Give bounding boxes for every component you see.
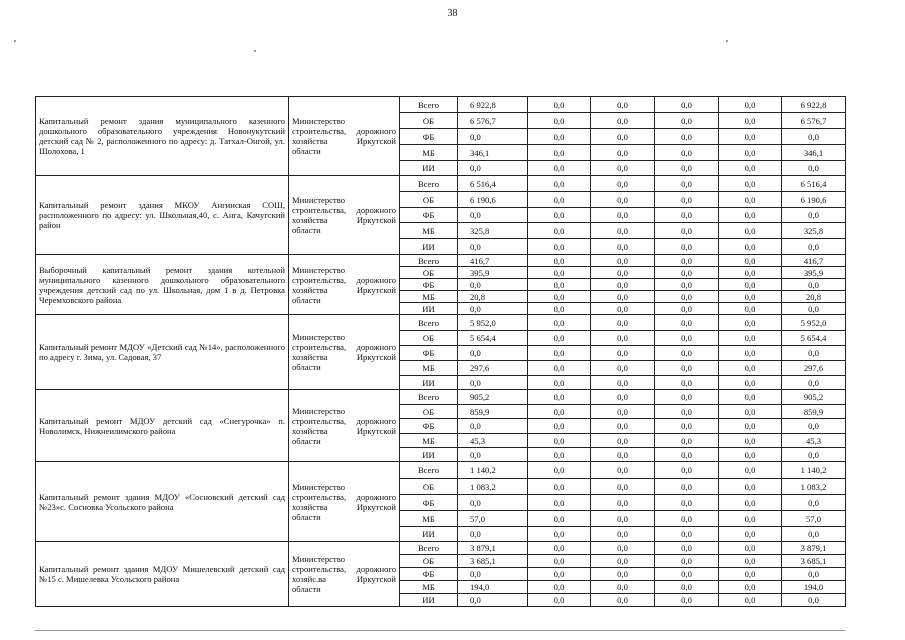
total-amount-cell: 6 922,8 xyxy=(458,97,528,113)
total-amount-cell: 0,0 xyxy=(458,527,528,542)
amount-cell: 0,0 xyxy=(528,303,591,315)
amount-cell: 0,0 xyxy=(655,361,719,376)
amount-cell: 0,0 xyxy=(591,434,655,448)
amount-cell: 0,0 xyxy=(528,192,591,208)
scan-speck xyxy=(726,40,728,42)
amount-cell: 0,0 xyxy=(528,113,591,129)
amount-cell: 0,0 xyxy=(591,97,655,113)
funding-source-cell: ОБ xyxy=(400,405,458,419)
funding-source-cell: Всего xyxy=(400,97,458,113)
amount-cell: 0,0 xyxy=(719,239,782,255)
total-amount-cell: 0,0 xyxy=(458,376,528,390)
amount-cell: 0,0 xyxy=(591,581,655,594)
amount-cell: 0,0 xyxy=(655,542,719,555)
funding-source-cell: Всего xyxy=(400,390,458,405)
funding-source-cell: ИИ xyxy=(400,303,458,315)
amount-cell: 0,0 xyxy=(528,405,591,419)
amount-cell: 0,0 xyxy=(528,390,591,405)
amount-cell: 0,0 xyxy=(655,568,719,581)
amount-cell: 0,0 xyxy=(655,448,719,462)
amount-cell: 1 083,2 xyxy=(782,479,846,495)
amount-cell: 5 952,0 xyxy=(782,315,846,331)
amount-cell: 0,0 xyxy=(655,346,719,361)
amount-cell: 45,3 xyxy=(782,434,846,448)
total-amount-cell: 416,7 xyxy=(458,255,528,267)
amount-cell: 0,0 xyxy=(528,511,591,527)
repair-budget-table xyxy=(35,96,846,607)
amount-cell: 905,2 xyxy=(782,390,846,405)
amount-cell: 0,0 xyxy=(528,145,591,161)
amount-cell: 0,0 xyxy=(591,479,655,495)
total-amount-cell: 6 516,4 xyxy=(458,176,528,192)
amount-cell: 0,0 xyxy=(528,448,591,462)
amount-cell: 0,0 xyxy=(782,527,846,542)
amount-cell: 0,0 xyxy=(782,303,846,315)
total-amount-cell: 1 140,2 xyxy=(458,462,528,479)
amount-cell: 0,0 xyxy=(528,581,591,594)
total-amount-cell: 0,0 xyxy=(458,448,528,462)
amount-cell: 0,0 xyxy=(591,279,655,291)
amount-cell: 0,0 xyxy=(591,208,655,223)
funding-source-cell: МБ xyxy=(400,361,458,376)
amount-cell: 0,0 xyxy=(591,176,655,192)
amount-cell: 0,0 xyxy=(591,161,655,176)
amount-cell: 0,0 xyxy=(528,495,591,511)
total-amount-cell: 0,0 xyxy=(458,208,528,223)
amount-cell: 0,0 xyxy=(655,97,719,113)
amount-cell: 0,0 xyxy=(719,97,782,113)
amount-cell: 0,0 xyxy=(719,255,782,267)
total-amount-cell: 0,0 xyxy=(458,495,528,511)
amount-cell: 0,0 xyxy=(591,462,655,479)
amount-cell: 0,0 xyxy=(591,555,655,568)
amount-cell: 0,0 xyxy=(528,129,591,145)
total-amount-cell: 20,8 xyxy=(458,291,528,303)
amount-cell: 0,0 xyxy=(528,568,591,581)
amount-cell: 0,0 xyxy=(719,479,782,495)
amount-cell: 0,0 xyxy=(528,279,591,291)
amount-cell: 0,0 xyxy=(591,542,655,555)
total-amount-cell: 0,0 xyxy=(458,568,528,581)
amount-cell: 0,0 xyxy=(528,361,591,376)
amount-cell: 0,0 xyxy=(655,303,719,315)
funding-source-cell: ФБ xyxy=(400,346,458,361)
amount-cell: 0,0 xyxy=(719,462,782,479)
amount-cell: 0,0 xyxy=(782,419,846,434)
funding-source-cell: ИИ xyxy=(400,527,458,542)
amount-cell: 0,0 xyxy=(719,434,782,448)
amount-cell: 0,0 xyxy=(591,527,655,542)
total-amount-cell: 0,0 xyxy=(458,419,528,434)
customer-cell: Министерство строительства, дорожного хозяйства Иркутской области xyxy=(289,462,400,542)
total-amount-cell: 3 685,1 xyxy=(458,555,528,568)
page-bottom-rule xyxy=(35,630,845,631)
total-amount-cell: 325,8 xyxy=(458,223,528,239)
funding-source-cell: ИИ xyxy=(400,239,458,255)
amount-cell: 0,0 xyxy=(528,97,591,113)
funding-source-cell: Всего xyxy=(400,542,458,555)
amount-cell: 0,0 xyxy=(528,291,591,303)
amount-cell: 0,0 xyxy=(719,542,782,555)
amount-cell: 0,0 xyxy=(591,223,655,239)
total-amount-cell: 0,0 xyxy=(458,279,528,291)
amount-cell: 859,9 xyxy=(782,405,846,419)
amount-cell: 0,0 xyxy=(528,315,591,331)
amount-cell: 0,0 xyxy=(591,145,655,161)
scan-speck xyxy=(14,40,16,42)
object-name-cell: Капитальный ремонт здания муниципального казенного дошкольного образовательного учреждения Новонукутский детский сад № 2, расположенного по адресу: д. Татхал-Онгой, ул. Шолохова, 1 xyxy=(36,97,289,176)
total-amount-cell: 0,0 xyxy=(458,129,528,145)
total-amount-cell: 5 952,0 xyxy=(458,315,528,331)
amount-cell: 6 516,4 xyxy=(782,176,846,192)
amount-cell: 0,0 xyxy=(782,568,846,581)
amount-cell: 0,0 xyxy=(719,303,782,315)
total-amount-cell: 45,3 xyxy=(458,434,528,448)
total-amount-cell: 1 083,2 xyxy=(458,479,528,495)
amount-cell: 0,0 xyxy=(782,448,846,462)
amount-cell: 0,0 xyxy=(655,239,719,255)
object-name-cell: Капитальный ремонт МДОУ детский сад «Снегурочка» п. Новолимск, Нижнеилимского района xyxy=(36,390,289,462)
scan-speck xyxy=(254,50,256,52)
amount-cell: 0,0 xyxy=(719,390,782,405)
amount-cell: 0,0 xyxy=(591,255,655,267)
funding-source-cell: ИИ xyxy=(400,594,458,607)
amount-cell: 0,0 xyxy=(782,161,846,176)
funding-source-cell: Всего xyxy=(400,315,458,331)
amount-cell: 0,0 xyxy=(591,361,655,376)
amount-cell: 0,0 xyxy=(655,267,719,279)
amount-cell: 0,0 xyxy=(591,419,655,434)
table-row xyxy=(36,315,846,331)
amount-cell: 0,0 xyxy=(528,208,591,223)
total-amount-cell: 57,0 xyxy=(458,511,528,527)
amount-cell: 0,0 xyxy=(719,161,782,176)
amount-cell: 0,0 xyxy=(591,376,655,390)
amount-cell: 0,0 xyxy=(655,291,719,303)
amount-cell: 0,0 xyxy=(719,208,782,223)
amount-cell: 0,0 xyxy=(655,390,719,405)
table-row xyxy=(36,255,846,267)
funding-source-cell: ИИ xyxy=(400,161,458,176)
amount-cell: 0,0 xyxy=(655,581,719,594)
amount-cell: 0,0 xyxy=(655,255,719,267)
total-amount-cell: 395,9 xyxy=(458,267,528,279)
amount-cell: 0,0 xyxy=(591,331,655,346)
amount-cell: 194,0 xyxy=(782,581,846,594)
amount-cell: 0,0 xyxy=(719,527,782,542)
total-amount-cell: 0,0 xyxy=(458,239,528,255)
amount-cell: 0,0 xyxy=(591,113,655,129)
amount-cell: 0,0 xyxy=(719,594,782,607)
total-amount-cell: 346,1 xyxy=(458,145,528,161)
amount-cell: 0,0 xyxy=(591,448,655,462)
funding-source-cell: МБ xyxy=(400,434,458,448)
total-amount-cell: 0,0 xyxy=(458,346,528,361)
funding-source-cell: МБ xyxy=(400,511,458,527)
table-row xyxy=(36,462,846,479)
amount-cell: 416,7 xyxy=(782,255,846,267)
amount-cell: 346,1 xyxy=(782,145,846,161)
amount-cell: 0,0 xyxy=(655,594,719,607)
amount-cell: 0,0 xyxy=(528,527,591,542)
amount-cell: 0,0 xyxy=(782,594,846,607)
amount-cell: 0,0 xyxy=(719,129,782,145)
amount-cell: 0,0 xyxy=(528,239,591,255)
table-row xyxy=(36,390,846,405)
total-amount-cell: 905,2 xyxy=(458,390,528,405)
funding-source-cell: ОБ xyxy=(400,555,458,568)
amount-cell: 0,0 xyxy=(528,542,591,555)
amount-cell: 297,6 xyxy=(782,361,846,376)
customer-cell: Министерство строительства, дорожного хозяйства Иркутской области xyxy=(289,390,400,462)
amount-cell: 0,0 xyxy=(655,376,719,390)
table-row xyxy=(36,176,846,192)
amount-cell: 0,0 xyxy=(591,568,655,581)
amount-cell: 0,0 xyxy=(655,462,719,479)
amount-cell: 0,0 xyxy=(782,129,846,145)
total-amount-cell: 6 576,7 xyxy=(458,113,528,129)
total-amount-cell: 0,0 xyxy=(458,594,528,607)
amount-cell: 0,0 xyxy=(591,315,655,331)
amount-cell: 0,0 xyxy=(719,419,782,434)
amount-cell: 0,0 xyxy=(591,303,655,315)
amount-cell: 0,0 xyxy=(719,448,782,462)
amount-cell: 0,0 xyxy=(528,594,591,607)
amount-cell: 0,0 xyxy=(528,331,591,346)
total-amount-cell: 194,0 xyxy=(458,581,528,594)
total-amount-cell: 3 879,1 xyxy=(458,542,528,555)
amount-cell: 0,0 xyxy=(655,208,719,223)
amount-cell: 0,0 xyxy=(655,113,719,129)
amount-cell: 0,0 xyxy=(719,405,782,419)
amount-cell: 5 654,4 xyxy=(782,331,846,346)
amount-cell: 0,0 xyxy=(719,315,782,331)
amount-cell: 0,0 xyxy=(719,555,782,568)
amount-cell: 0,0 xyxy=(782,495,846,511)
amount-cell: 0,0 xyxy=(591,390,655,405)
funding-source-cell: ФБ xyxy=(400,208,458,223)
funding-source-cell: ОБ xyxy=(400,479,458,495)
amount-cell: 395,9 xyxy=(782,267,846,279)
amount-cell: 0,0 xyxy=(655,223,719,239)
funding-source-cell: ФБ xyxy=(400,129,458,145)
total-amount-cell: 6 190,6 xyxy=(458,192,528,208)
total-amount-cell: 0,0 xyxy=(458,303,528,315)
amount-cell: 0,0 xyxy=(655,555,719,568)
customer-cell: Министерство строительства, дорожного хозяйства Иркутской области xyxy=(289,255,400,315)
total-amount-cell: 5 654,4 xyxy=(458,331,528,346)
funding-source-cell: ФБ xyxy=(400,495,458,511)
amount-cell: 0,0 xyxy=(719,361,782,376)
amount-cell: 0,0 xyxy=(719,176,782,192)
funding-source-cell: МБ xyxy=(400,291,458,303)
amount-cell: 0,0 xyxy=(719,346,782,361)
total-amount-cell: 297,6 xyxy=(458,361,528,376)
amount-cell: 0,0 xyxy=(528,346,591,361)
amount-cell: 0,0 xyxy=(591,511,655,527)
amount-cell: 0,0 xyxy=(655,145,719,161)
amount-cell: 325,8 xyxy=(782,223,846,239)
amount-cell: 0,0 xyxy=(591,129,655,145)
amount-cell: 0,0 xyxy=(782,208,846,223)
amount-cell: 0,0 xyxy=(782,376,846,390)
amount-cell: 0,0 xyxy=(655,434,719,448)
amount-cell: 0,0 xyxy=(591,239,655,255)
funding-source-cell: ОБ xyxy=(400,267,458,279)
amount-cell: 0,0 xyxy=(719,145,782,161)
funding-source-cell: Всего xyxy=(400,176,458,192)
total-amount-cell: 0,0 xyxy=(458,161,528,176)
amount-cell: 3 685,1 xyxy=(782,555,846,568)
amount-cell: 6 576,7 xyxy=(782,113,846,129)
amount-cell: 0,0 xyxy=(719,511,782,527)
customer-cell: Министерство строительства, дорожного хозяйства Иркутской области xyxy=(289,315,400,390)
amount-cell: 0,0 xyxy=(719,376,782,390)
amount-cell: 0,0 xyxy=(719,279,782,291)
amount-cell: 0,0 xyxy=(655,405,719,419)
amount-cell: 0,0 xyxy=(655,331,719,346)
amount-cell: 0,0 xyxy=(782,346,846,361)
amount-cell: 0,0 xyxy=(655,495,719,511)
amount-cell: 0,0 xyxy=(591,346,655,361)
funding-source-cell: ОБ xyxy=(400,331,458,346)
amount-cell: 20,8 xyxy=(782,291,846,303)
page-number: 38 xyxy=(447,8,458,19)
amount-cell: 0,0 xyxy=(719,291,782,303)
amount-cell: 0,0 xyxy=(528,176,591,192)
amount-cell: 0,0 xyxy=(591,495,655,511)
funding-source-cell: МБ xyxy=(400,145,458,161)
amount-cell: 0,0 xyxy=(782,239,846,255)
amount-cell: 0,0 xyxy=(528,223,591,239)
amount-cell: 0,0 xyxy=(528,376,591,390)
amount-cell: 0,0 xyxy=(719,113,782,129)
amount-cell: 0,0 xyxy=(591,192,655,208)
amount-cell: 0,0 xyxy=(528,161,591,176)
amount-cell: 0,0 xyxy=(719,331,782,346)
amount-cell: 0,0 xyxy=(591,594,655,607)
amount-cell: 0,0 xyxy=(591,291,655,303)
funding-source-cell: ФБ xyxy=(400,419,458,434)
object-name-cell: Капитальный ремонт здания МКОУ Ангинская СОШ, расположенного по адресу: ул. Школьная,40, с. Анга, Качугский район xyxy=(36,176,289,255)
table-row xyxy=(36,97,846,113)
funding-source-cell: ИИ xyxy=(400,448,458,462)
amount-cell: 3 879,1 xyxy=(782,542,846,555)
table-row xyxy=(36,542,846,555)
funding-source-cell: Всего xyxy=(400,462,458,479)
amount-cell: 6 190,6 xyxy=(782,192,846,208)
funding-source-cell: Всего xyxy=(400,255,458,267)
amount-cell: 0,0 xyxy=(655,315,719,331)
amount-cell: 0,0 xyxy=(655,161,719,176)
amount-cell: 0,0 xyxy=(655,479,719,495)
funding-source-cell: МБ xyxy=(400,223,458,239)
funding-source-cell: ИИ xyxy=(400,376,458,390)
amount-cell: 0,0 xyxy=(655,279,719,291)
amount-cell: 0,0 xyxy=(591,405,655,419)
funding-source-cell: МБ xyxy=(400,581,458,594)
amount-cell: 0,0 xyxy=(528,419,591,434)
object-name-cell: Капитальный ремонт здания МДОУ «Сосновский детский сад №23»с. Сосновка Усольского района xyxy=(36,462,289,542)
funding-source-cell: ОБ xyxy=(400,113,458,129)
amount-cell: 0,0 xyxy=(655,129,719,145)
amount-cell: 0,0 xyxy=(719,495,782,511)
amount-cell: 0,0 xyxy=(655,527,719,542)
customer-cell: Министерство строительства, дорожного хозяйства Иркутской области xyxy=(289,176,400,255)
amount-cell: 0,0 xyxy=(782,279,846,291)
funding-source-cell: ОБ xyxy=(400,192,458,208)
amount-cell: 0,0 xyxy=(655,176,719,192)
total-amount-cell: 859,9 xyxy=(458,405,528,419)
funding-source-cell: ФБ xyxy=(400,279,458,291)
amount-cell: 0,0 xyxy=(591,267,655,279)
amount-cell: 6 922,8 xyxy=(782,97,846,113)
amount-cell: 0,0 xyxy=(655,192,719,208)
amount-cell: 0,0 xyxy=(719,568,782,581)
amount-cell: 57,0 xyxy=(782,511,846,527)
amount-cell: 0,0 xyxy=(528,462,591,479)
amount-cell: 0,0 xyxy=(528,255,591,267)
customer-cell: Министерство строительства, дорожного хозяйства Иркутской области xyxy=(289,97,400,176)
amount-cell: 0,0 xyxy=(719,581,782,594)
amount-cell: 0,0 xyxy=(528,555,591,568)
object-name-cell: Капитальный ремонт МДОУ «Детский сад №14», расположенного по адресу г. Зима, ул. Садовая, 37 xyxy=(36,315,289,390)
funding-source-cell: ФБ xyxy=(400,568,458,581)
amount-cell: 0,0 xyxy=(719,223,782,239)
amount-cell: 1 140,2 xyxy=(782,462,846,479)
object-name-cell: Выборочный капитальный ремонт здания котельной муниципального казенного дошкольного образовательного учреждения детский сад по ул. Школьная, дом 1 в д. Петровка Черемховского района xyxy=(36,255,289,315)
object-name-cell: Капитальный ремонт здания МДОУ Мишелевский детский сад №15 с. Мишелевка Усольского района xyxy=(36,542,289,607)
amount-cell: 0,0 xyxy=(719,267,782,279)
amount-cell: 0,0 xyxy=(528,267,591,279)
amount-cell: 0,0 xyxy=(719,192,782,208)
amount-cell: 0,0 xyxy=(655,511,719,527)
customer-cell: Министерство строительства, дорожного хозяйс.ва Иркутской области xyxy=(289,542,400,607)
amount-cell: 0,0 xyxy=(655,419,719,434)
amount-cell: 0,0 xyxy=(528,434,591,448)
amount-cell: 0,0 xyxy=(528,479,591,495)
